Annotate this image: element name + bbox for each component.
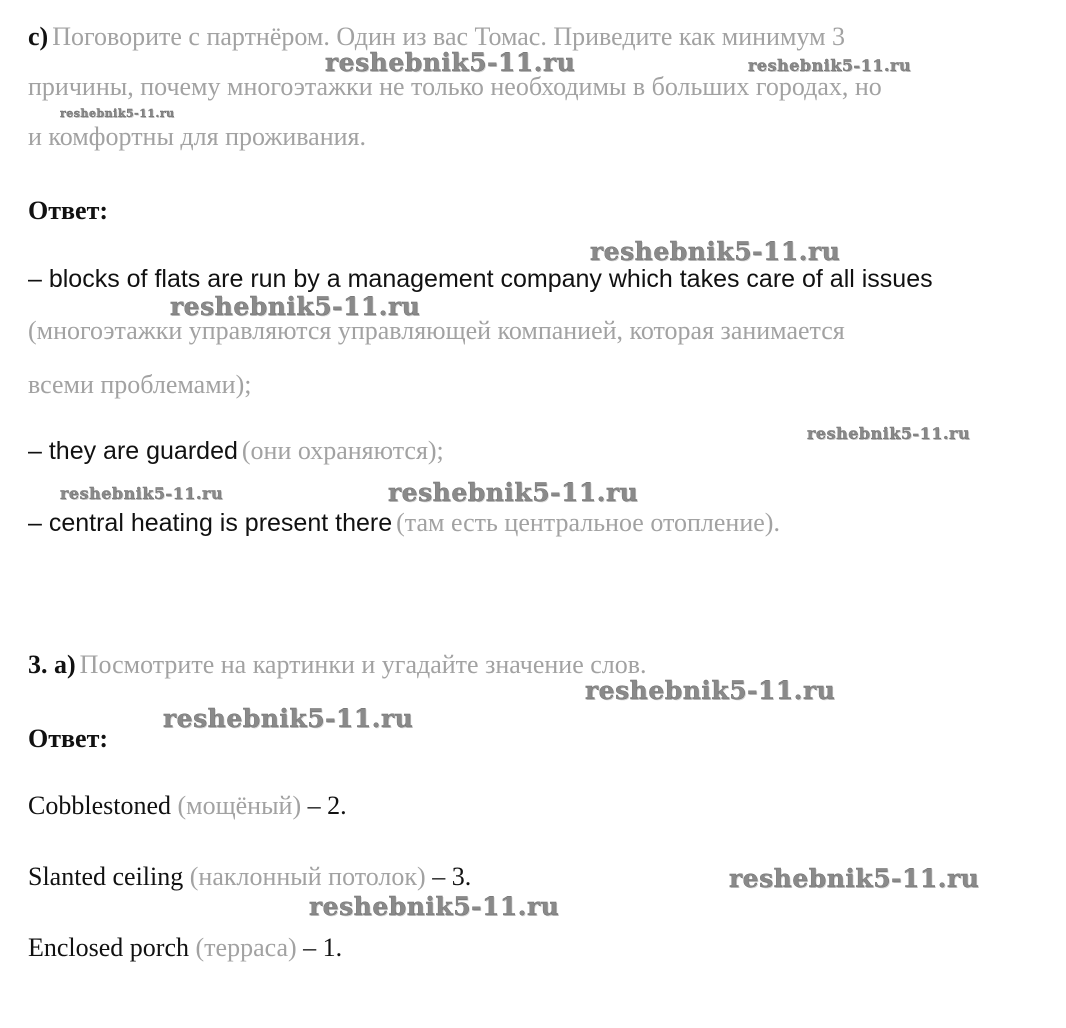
vocab-item-3-num: – 1. bbox=[303, 933, 343, 962]
vocab-item-1-num: – 2. bbox=[307, 791, 347, 820]
watermark: reshebnik5-11.ru bbox=[748, 56, 912, 75]
vocab-item-2-en: Slanted ceiling bbox=[28, 862, 184, 891]
answer-item-1-en: – blocks of flats are run by a management company which takes care of all issues bbox=[28, 265, 933, 293]
answer-item-1-ru-2: всеми проблемами); bbox=[28, 370, 252, 399]
vocab-item-2-ru: (наклонный потолок) bbox=[189, 862, 426, 891]
watermark: reshebnik5-11.ru bbox=[60, 107, 175, 120]
vocab-item-2-num: – 3. bbox=[432, 862, 472, 891]
vocab-item-3-ru: (терраса) bbox=[195, 933, 297, 962]
task-3a-label: 3. а) bbox=[28, 650, 76, 679]
task-c-answer-label: Ответ: bbox=[28, 196, 109, 225]
watermark: reshebnik5-11.ru bbox=[163, 704, 414, 733]
task-3a-line bbox=[28, 650, 647, 680]
watermark: reshebnik5-11.ru bbox=[590, 237, 841, 266]
watermark: reshebnik5-11.ru bbox=[585, 676, 836, 705]
answer-item-3-ru: (там есть центральное отопление). bbox=[396, 508, 780, 537]
watermark: reshebnik5-11.ru bbox=[170, 292, 421, 321]
watermark: reshebnik5-11.ru bbox=[325, 48, 576, 77]
vocab-item-2 bbox=[28, 862, 471, 892]
task-3a-instruction: Посмотрите на картинки и угадайте значение слов. bbox=[79, 650, 647, 679]
vocab-item-1-ru: (мощёный) bbox=[177, 791, 302, 820]
answer-item-1-ru-1: (многоэтажки управляются управляющей компанией, которая занимается bbox=[28, 316, 845, 345]
watermark: reshebnik5-11.ru bbox=[60, 484, 224, 503]
vocab-item-3-en: Enclosed porch bbox=[28, 933, 190, 962]
answer-item-3 bbox=[28, 508, 780, 538]
vocab-item-1-en: Cobblestoned bbox=[28, 791, 171, 820]
vocab-item-3 bbox=[28, 933, 342, 963]
watermark: reshebnik5-11.ru bbox=[388, 478, 639, 507]
task-3a-answer-label: Ответ: bbox=[28, 724, 109, 753]
answer-item-2-ru: (они охраняются); bbox=[241, 436, 444, 465]
watermark: reshebnik5-11.ru bbox=[309, 892, 560, 921]
answer-item-3-en: – central heating is present there bbox=[28, 509, 393, 537]
answer-item-2 bbox=[28, 436, 444, 466]
task-c-instruction-3: и комфортны для проживания. bbox=[28, 122, 366, 151]
vocab-item-1 bbox=[28, 791, 347, 821]
task-c-instruction-1: Поговорите с партнёром. Один из вас Томас. Приведите как минимум 3 bbox=[52, 22, 846, 51]
watermark: reshebnik5-11.ru bbox=[807, 424, 971, 443]
answer-item-2-en: – they are guarded bbox=[28, 437, 238, 465]
watermark: reshebnik5-11.ru bbox=[729, 864, 980, 893]
task-c-label: c) bbox=[28, 22, 49, 51]
task-c-instruction-2: причины, почему многоэтажки не только необходимы в больших городах, но bbox=[28, 72, 882, 101]
